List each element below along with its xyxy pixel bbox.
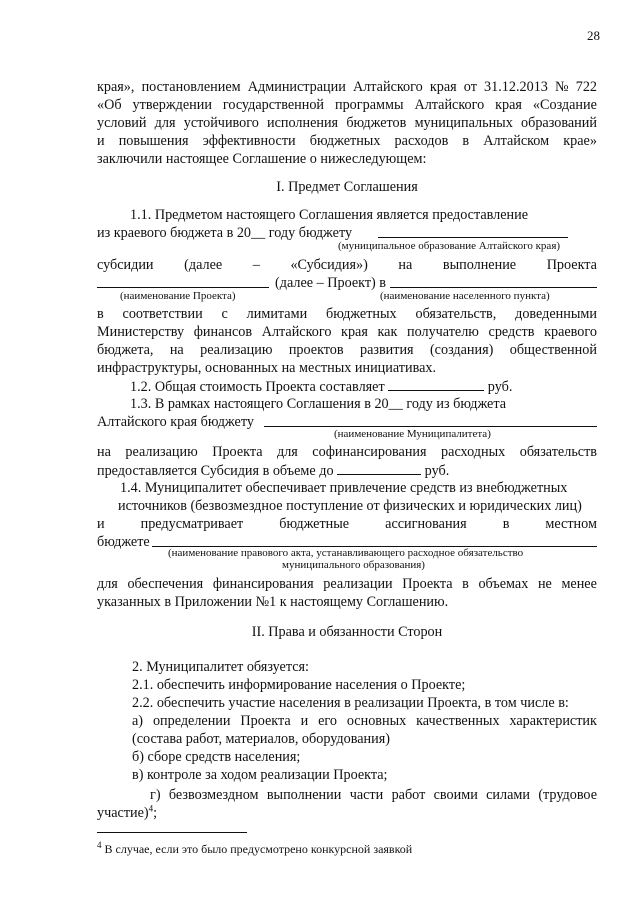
blank-field — [264, 413, 597, 427]
blank-field — [388, 377, 484, 391]
text-line: на реализацию Проекта для софинансирования расходных обязательств — [97, 444, 597, 460]
section-title: I. Предмет Соглашения — [276, 179, 418, 195]
text-line: г) безвозмездном выполнении части работ своими силами (трудовое — [150, 787, 597, 803]
text-line: (состава работ, материалов, оборудования) — [132, 731, 390, 747]
text-line: условий для устойчивого исполнения бюджетов муниципальных образований — [97, 115, 597, 131]
field-caption: (наименование Муниципалитета) — [334, 428, 491, 440]
text-line: участие)$^4$; — [97, 803, 158, 821]
text-line: в) контроле за ходом реализации Проекта; — [132, 767, 388, 783]
text-line: источников (безвозмездное поступление от физических и юридических лиц) — [118, 498, 582, 514]
blank-field — [390, 274, 597, 288]
text-line: (далее – Проект) в — [97, 274, 597, 292]
text-line: 2.2. обеспечить участие населения в реализации Проекта, в том числе в: — [132, 695, 569, 711]
field-caption: (наименование Проекта) — [120, 290, 236, 302]
footnote-divider — [97, 832, 247, 833]
text-line: 2.1. обеспечить информирование населения о Проекте; — [132, 677, 466, 693]
text-line: бюджете — [97, 533, 597, 551]
page-number: 28 — [587, 28, 600, 43]
footnote-mark: 4 — [97, 840, 102, 850]
text-line: 1.4. Муниципалитет обеспечивает привлечение средств из внебюджетных — [120, 480, 568, 496]
text-line: а) определении Проекта и его основных качественных характеристик — [132, 713, 597, 729]
text-line: в соответствии с лимитами бюджетных обязательств, доведенными — [97, 306, 597, 322]
text-line: заключили настоящее Соглашение о нижеследующем: — [97, 151, 427, 167]
footnote-ref: 4 — [148, 803, 154, 814]
text-line: 1.3. В рамках настоящего Соглашения в 20__ году из бюджета — [130, 396, 507, 412]
text-line: 2. Муниципалитет обязуется: — [132, 659, 309, 675]
field-caption: муниципального образования) — [282, 559, 425, 571]
blank-field — [97, 274, 269, 288]
field-caption: (наименование правового акта, устанавливающего расходное обязательство — [168, 547, 524, 559]
text-line: 1.1. Предметом настоящего Соглашения является предоставление — [130, 207, 529, 223]
text-line: инфраструктуры, основанных на местных инициативах. — [97, 360, 437, 376]
field-caption: (наименование населенного пункта) — [380, 290, 550, 302]
text-line: «Об утверждении государственной программы Алтайского края «Создание — [97, 97, 597, 113]
text-line: бюджета, на реализацию проектов развития (создания) общественной — [97, 342, 597, 358]
text-line: и предусматривает бюджетные ассигнования в местном — [97, 516, 597, 532]
text-line: из краевого бюджета в 20__ году бюджету — [97, 224, 597, 242]
blank-field — [378, 224, 568, 238]
text-line: указанных в Приложении №1 к настоящему Соглашению. — [97, 594, 449, 610]
text-line: для обеспечения финансирования реализации Проекта в объемах не менее — [97, 576, 597, 592]
text-line: субсидии (далее – «Субсидия») на выполнение Проекта — [97, 257, 597, 273]
text-line: Министерству финансов Алтайского края как получателю средств краевого — [97, 324, 597, 340]
text-line: предоставляется Субсидия в объеме до руб. — [97, 463, 450, 479]
field-caption: (муниципальное образование Алтайского края) — [338, 240, 561, 252]
text-line: 1.2. Общая стоимость Проекта составляет руб. — [130, 379, 513, 395]
blank-field — [337, 461, 421, 475]
text-line: и повышения эффективности бюджетных расходов в Алтайском крае» — [97, 133, 597, 149]
footnote: $^4$ В случае, если это было предусмотрено конкурсной заявкой — [97, 840, 413, 856]
blank-field — [152, 533, 597, 547]
section-title: II. Права и обязанности Сторон — [251, 624, 443, 640]
text-line: края», постановлением Администрации Алтайского края от 31.12.2013 № 722 — [97, 79, 597, 95]
text-line: Алтайского края бюджету — [97, 413, 597, 431]
text-line: б) сборе средств населения; — [132, 749, 301, 765]
